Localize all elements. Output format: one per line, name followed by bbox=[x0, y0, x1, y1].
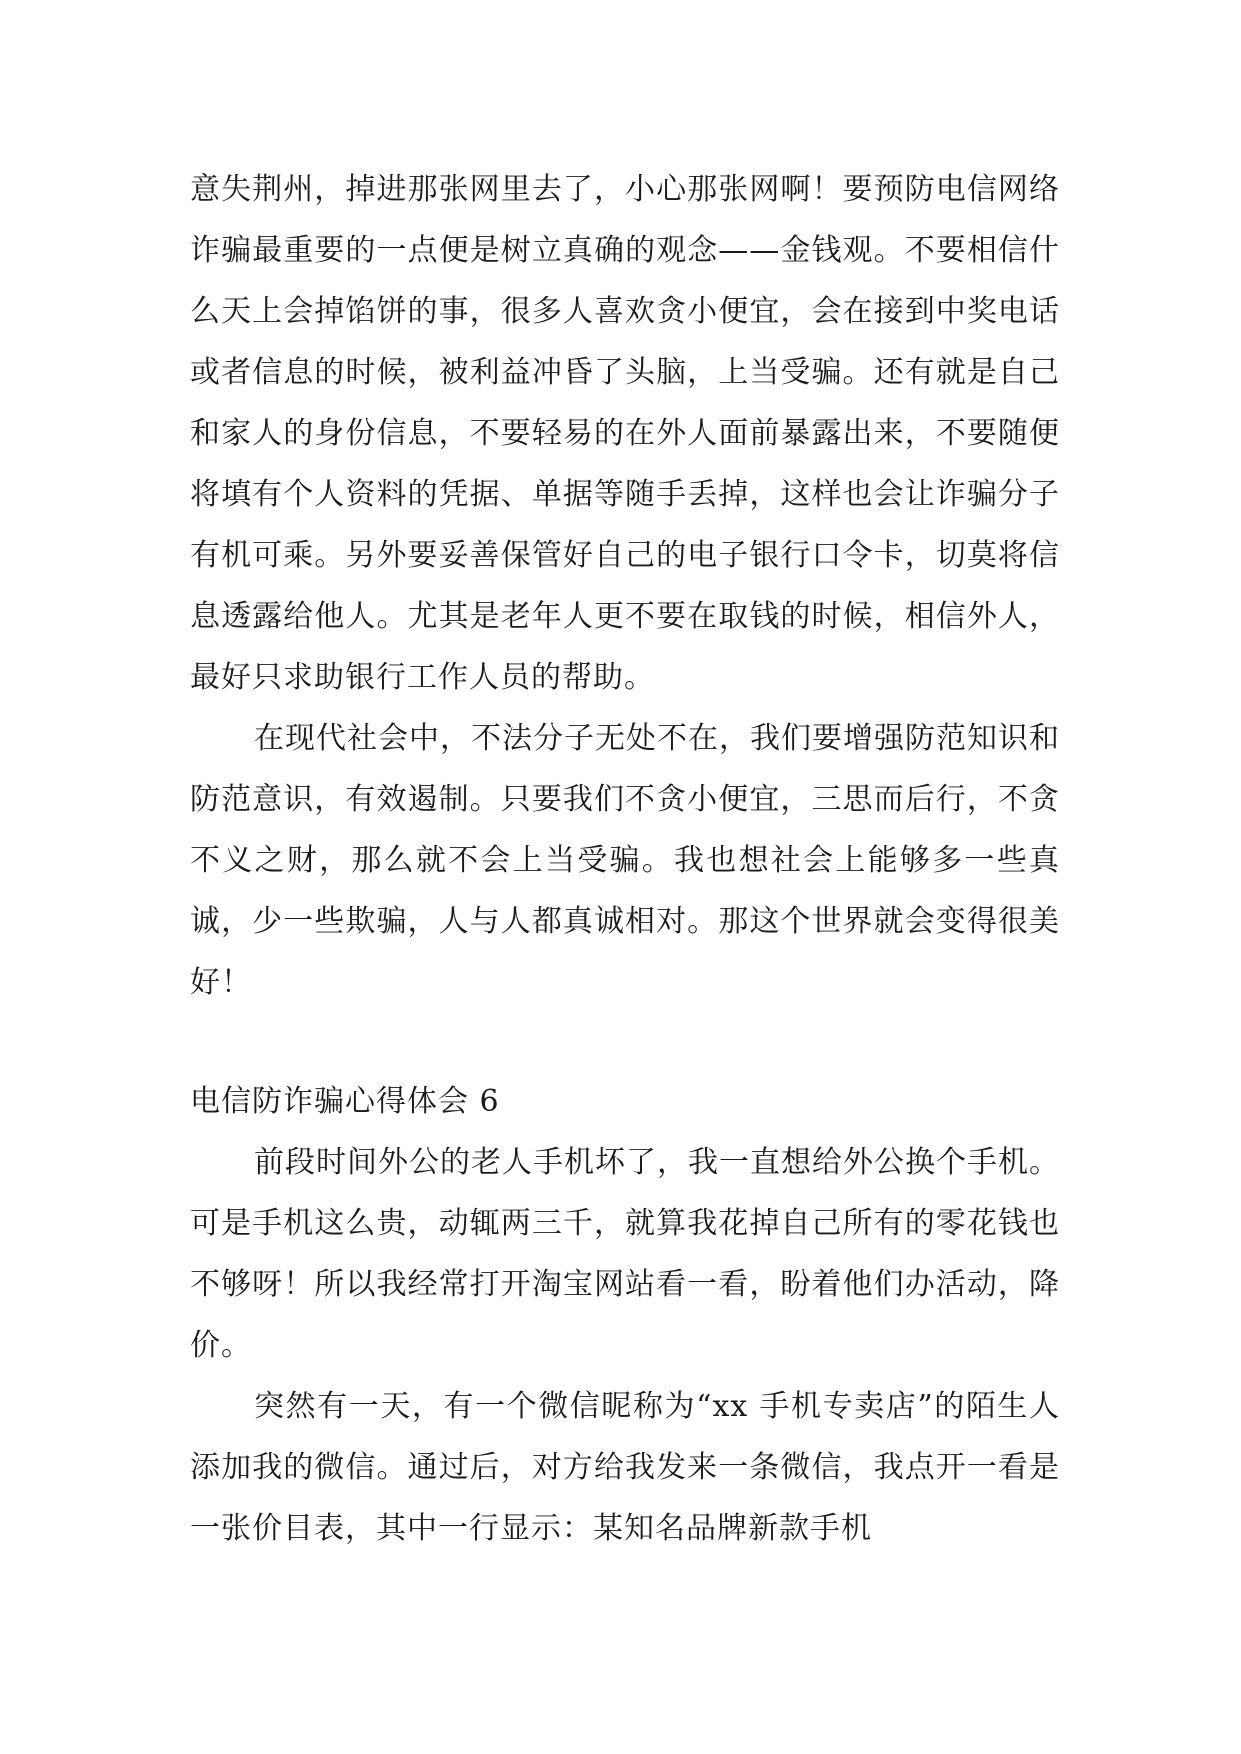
paragraph-wechat-stranger: 突然有一天，有一个微信昵称为“xx 手机专卖店”的陌生人添加我的微信。通过后，对方给我发来一条微信，我点开一看是一张价目表，其中一行显示：某知名品牌新款手机 bbox=[190, 1389, 1060, 1546]
paragraph-continued: 意失荆州，掉进那张网里去了，小心那张网啊！要预防电信网络诈骗最重要的一点便是树立真确的观念——金钱观。不要相信什么天上会掉馅饼的事，很多人喜欢贪小便宜，会在接到中奖电话或者信息的时候，被利益冲昏了头脑，上当受骗。还有就是自己和家人的身份信息，不要轻易的在外人面前暴露出来，不要随便将填有个人资料的凭据、单据等随手丢掉，这样也会让诈骗分子有机可乘。另外要妥善保管好自己的电子银行口令卡，切莫将信息透露给他人。尤其是老年人更不要在取钱的时候，相信外人，最好只求助银行工作人员的帮助。 bbox=[190, 172, 1060, 695]
section-title: 电信防诈骗心得体会 6 bbox=[190, 1084, 500, 1119]
paragraph-grandpa-phone: 前段时间外公的老人手机坏了，我一直想给外公换个手机。可是手机这么贵，动辄两三千，就算我花掉自己所有的零花钱也不够呀！所以我经常打开淘宝网站看一看，盼着他们办活动，降价。 bbox=[190, 1145, 1060, 1363]
document-body bbox=[190, 159, 1060, 1559]
paragraph-modern-society: 在现代社会中，不法分子无处不在，我们要增强防范知识和防范意识，有效遏制。只要我们不贪小便宜，三思而后行，不贪不义之财，那么就不会上当受骗。我也想社会上能够多一些真诚，少一些欺骗，人与人都真诚相对。那这个世界就会变得很美好！ bbox=[190, 721, 1060, 1000]
